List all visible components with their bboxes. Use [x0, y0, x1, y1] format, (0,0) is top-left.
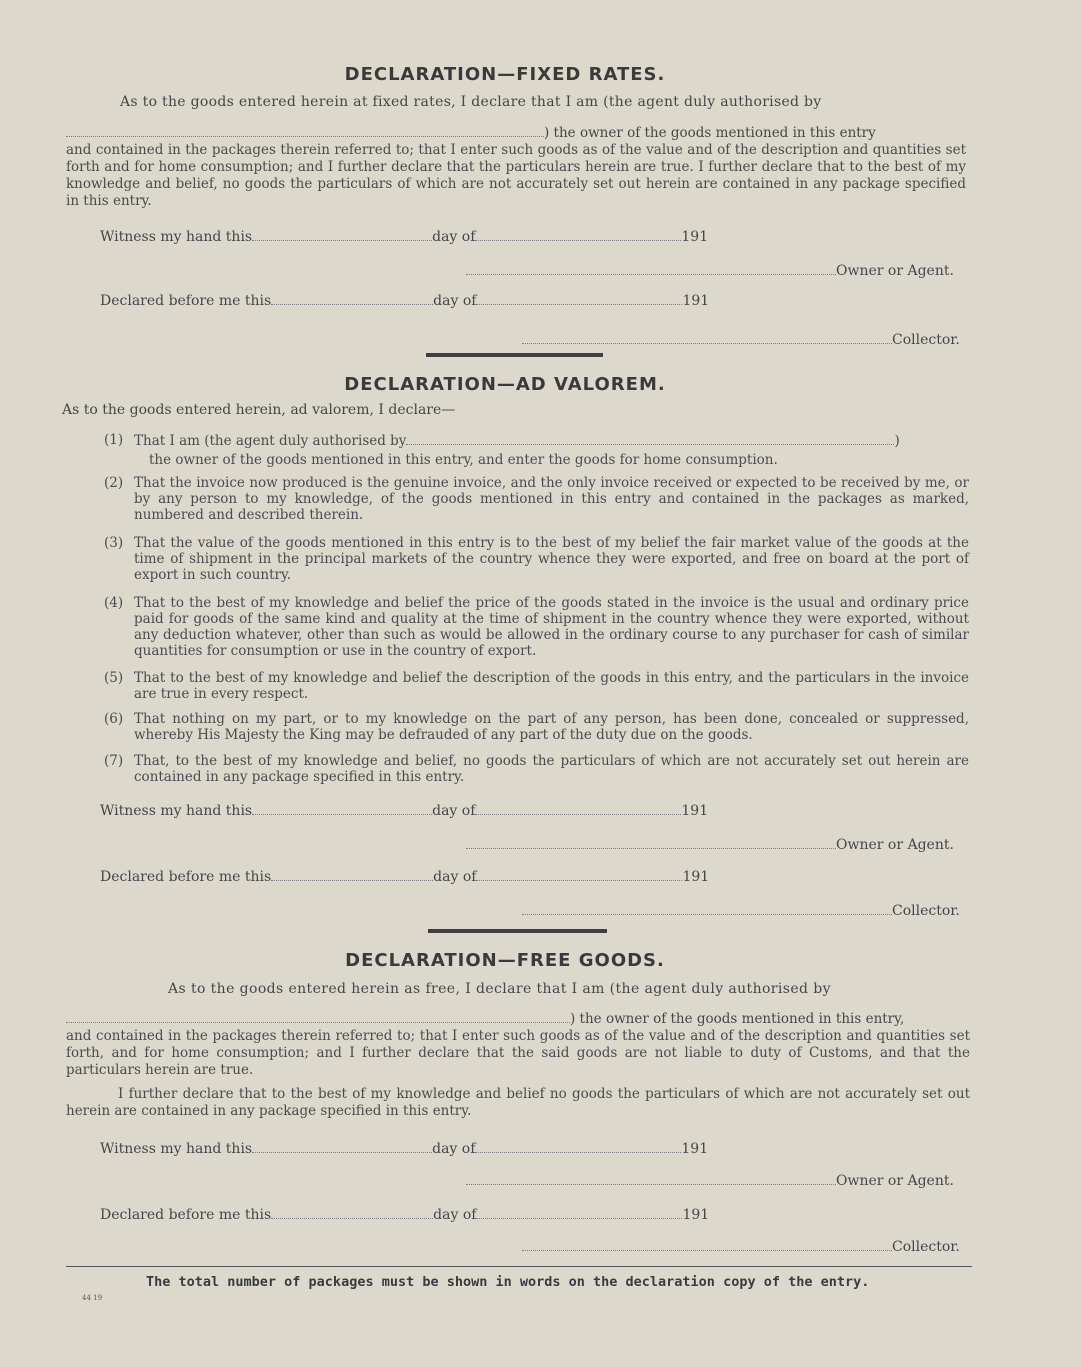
adval-collector-line: Collector. — [522, 902, 960, 919]
free-declared-line: Declared before me this day of 191 — [100, 1207, 710, 1223]
fixed-witness-month-field[interactable] — [475, 228, 681, 241]
free-goods-body2: I further declare that to the best of my knowledge and belief no goods the particulars of which are not accurately set out herein are contained in any package specified in this entry. — [66, 1086, 970, 1119]
fixed-collector-signature-field[interactable] — [522, 331, 892, 344]
fixed-rates-body-line1: ) the owner of the goods mentioned in this entry — [66, 124, 876, 141]
adval-owner-signature-field[interactable] — [466, 836, 836, 849]
footer-rule — [66, 1266, 972, 1267]
free-collector-signature-field[interactable] — [522, 1238, 892, 1251]
free-agent-field[interactable] — [66, 1010, 570, 1023]
adval-witness-line: Witness my hand this day of 191 — [100, 803, 709, 819]
adval-declared-line: Declared before me this day of 191 — [100, 869, 710, 885]
free-goods-heading: DECLARATION—FREE GOODS. — [345, 950, 665, 971]
fixed-collector-line: Collector. — [522, 331, 960, 348]
adval-collector-signature-field[interactable] — [522, 902, 892, 915]
ad-valorem-intro: As to the goods entered herein, ad valorem, I declare— — [62, 402, 456, 418]
free-declared-day-field[interactable] — [271, 1206, 433, 1219]
free-collector-line: Collector. — [522, 1238, 960, 1255]
free-owner-line: Owner or Agent. — [466, 1172, 954, 1189]
adval-declared-month-field[interactable] — [476, 868, 682, 881]
fixed-rates-heading: DECLARATION—FIXED RATES. — [344, 64, 666, 85]
fixed-witness-day-field[interactable] — [252, 228, 432, 241]
free-witness-day-field[interactable] — [252, 1140, 432, 1153]
fixed-rates-body: and contained in the packages therein referred to; that I enter such goods as of the value and of the description and quantities set forth and for home consumption; and I further declare that the particulars herein are true. I further declare that to the best of my knowledge and belief, no goods the particulars of which are not accurately set out herein are contained in any package specified in this entry. — [66, 142, 966, 209]
declaration-form-page: DECLARATION—FIXED RATES. As to the goods entered herein at fixed rates, I declare that I am (the agent duly authorised by ) the owner of the goods mentioned in this entry and contained in the packages therein referred to; that I enter such goods as of the value and of the description and quantities set forth and for home consumption; and I further declare that the particulars herein are true. I further declare that to the best of my knowledge and belief, no goods the particulars of which are not accurately set out herein are contained in any package specified in this entry. Witness my hand this day of 191 Owner or Agent. Declared before me this day of 191 Collector. DECLARATION—AD VALOREM. As to the goods entered herein, ad valorem, I declare— (1) That I am (the agent duly authorised by ) the owner of the goods mentioned in this entry, and enter the goods for home consumption. (2) That the invoice now produced is the genuine invoice, and the only invoice received or expected to be received by me, or by any person to my knowledge, of the goods mentioned in this entry and contained in the packages as marked, numbered and described therein. (3) That the value of the goods mentioned in this entry is to the best of my belief the fair market value of the goods at the time of shipment in the principal markets of the country whence they were exported, and free on board at the port of export in such country. (4) That to the best of my knowledge and belief the price of the goods stated in the invoice is the usual and ordinary price paid for goods of the same kind and quality at the time of shipment in the country whence they were exported, without any deduction whatever, other than such as would be allowed in the ordinary course to any purchaser for cash of similar quantities for consumption or use in the country of export. (5) That to the best of my knowledge and belief the description of the goods in this entry, and the particulars in the invoice are true in every respect. (6) That nothing on my part, or to my knowledge on the part of any person, has been done, concealed or suppressed, whereby His Majesty the King may be defrauded of any part of the duty due on the goods. (7) That, to the best of my knowledge and belief, no goods the particulars of which are not accurately set out herein are contained in any package specified in this entry. Witness my hand this day of 191 Owner or Agent. Declared before me this day of 191 Collector. DECLARATION—FREE GOODS. As to the goods entered herein as free, I declare that I am (the agent duly authorised by ) the owner of the goods mentioned in this entry, and contained in the packages therein referred to; that I enter such goods as of the value and of the description and quantities set forth, and for home consumption; and I further declare that the said goods are not liable to duty of Customs, and that the particulars herein are true. I further declare that to the best of my knowledge and belief no goods the particulars of which are not accurately set out herein are contained in any package specified in this entry. Witness my hand this day of 191 Owner or Agent. Declared before me this day of 191 Collector. The total number of packages must be shown in words on the declaration copy of the entry. 44 19 — [0, 0, 1081, 1367]
fixed-witness-line: Witness my hand this day of 191 — [100, 229, 709, 245]
form-code: 44 19 — [82, 1294, 103, 1302]
fixed-owner-line: Owner or Agent. — [466, 262, 954, 279]
agent-name-field[interactable] — [66, 124, 544, 137]
fixed-declared-line: Declared before me this day of 191 — [100, 293, 710, 309]
adval-declared-day-field[interactable] — [271, 868, 433, 881]
footer-note: The total number of packages must be shown in words on the declaration copy of the entry. — [146, 1274, 870, 1290]
free-owner-signature-field[interactable] — [466, 1172, 836, 1185]
fixed-owner-signature-field[interactable] — [466, 262, 836, 275]
free-witness-line: Witness my hand this day of 191 — [100, 1141, 709, 1157]
free-witness-month-field[interactable] — [475, 1140, 681, 1153]
adval-witness-day-field[interactable] — [252, 802, 432, 815]
section-divider — [426, 353, 603, 357]
ad-valorem-agent-field[interactable] — [406, 432, 894, 445]
free-goods-body: and contained in the packages therein referred to; that I enter such goods as of the value and of the description and quantities set forth, and for home consumption; and I further declare that the said goods are not liable to duty of Customs, and that the particulars herein are true. — [66, 1028, 970, 1078]
free-goods-body-line1: ) the owner of the goods mentioned in this entry, — [66, 1010, 904, 1027]
free-goods-intro: As to the goods entered herein as free, I declare that I am (the agent duly authorised by — [168, 981, 831, 997]
fixed-declared-day-field[interactable] — [271, 292, 433, 305]
adval-owner-line: Owner or Agent. — [466, 836, 954, 853]
ad-valorem-heading: DECLARATION—AD VALOREM. — [344, 374, 666, 395]
free-declared-month-field[interactable] — [476, 1206, 682, 1219]
section-divider — [428, 929, 607, 933]
adval-witness-month-field[interactable] — [475, 802, 681, 815]
fixed-rates-intro: As to the goods entered herein at fixed rates, I declare that I am (the agent duly authorised by — [120, 94, 822, 110]
fixed-declared-month-field[interactable] — [476, 292, 682, 305]
